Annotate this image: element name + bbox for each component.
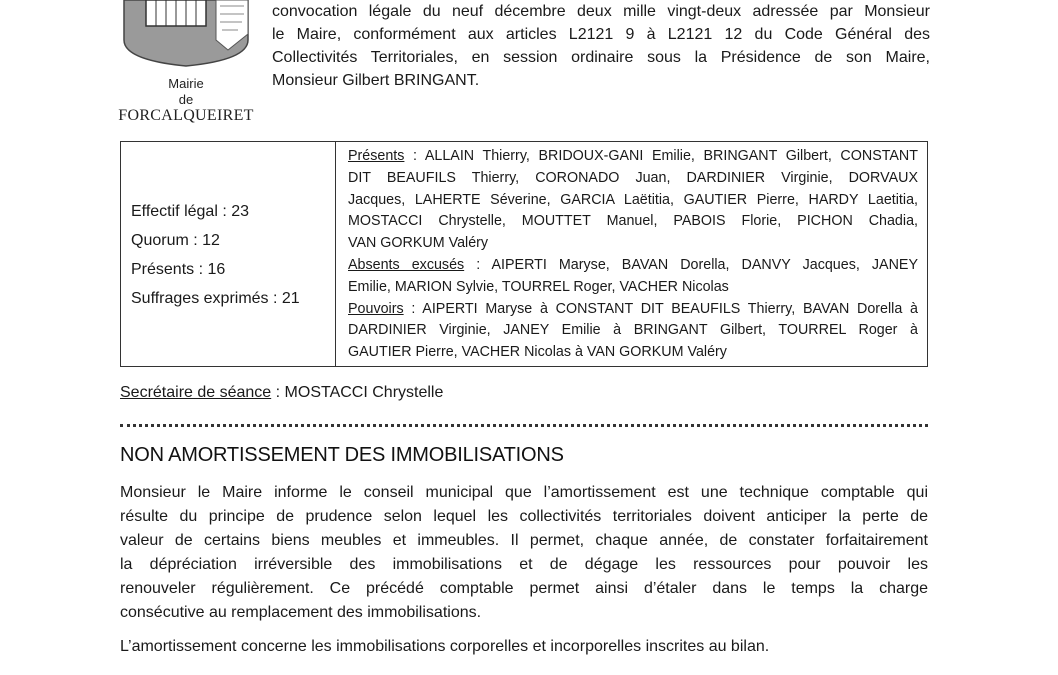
presents-line xyxy=(348,146,918,168)
attendance-names-cell xyxy=(348,146,918,364)
intro-line: Monsieur Gilbert BRINGANT. xyxy=(272,72,480,89)
section-paragraph-1 xyxy=(120,481,928,625)
absents-text: : AIPERTI Maryse, BAVAN Dorella, DANVY Jacques, JANEY xyxy=(464,256,918,273)
intro-line: le Maire, conformément aux articles L2121 9 à L2121 12 du Code Général des xyxy=(272,26,930,43)
secretaire-de-seance xyxy=(120,382,443,404)
presents-line: Jacques, LAHERTE Séverine, GARCIA Laëtitia, GAUTIER Pierre, HARDY Laetitia, xyxy=(348,191,918,208)
municipal-coat-of-arms-icon xyxy=(120,0,252,68)
secretaire-value: : MOSTACCI Chrystelle xyxy=(271,384,444,401)
town-name: FORCALQUEIRET xyxy=(118,107,254,124)
intro-line: convocation légale du neuf décembre deux mille vingt-deux adressée par Monsieur xyxy=(272,3,930,20)
municipal-header xyxy=(118,0,258,130)
secretaire-label: Secrétaire de séance xyxy=(120,384,272,401)
section-title: NON AMORTISSEMENT DES IMMOBILISATIONS xyxy=(120,444,564,466)
pouvoirs-line xyxy=(348,299,918,321)
presents-text: : ALLAIN Thierry, BRIDOUX-GANI Emilie, BRINGANT Gilbert, CONSTANT xyxy=(404,148,918,164)
intro-paragraph xyxy=(272,0,930,92)
pouvoirs-label: Pouvoirs xyxy=(348,300,404,317)
paragraph-line: valeur de certains biens meubles et immeubles. Il permet, chaque année, de constater forfaitairement xyxy=(120,532,928,549)
paragraph-line: renouveler régulièrement. Ce précédé comptable permet ainsi d’étaler dans le temps la charge xyxy=(120,580,928,597)
presents-line: MOSTACCI Chrystelle, MOUTTET Manuel, PABOIS Florie, PICHON Chadia, xyxy=(348,213,918,230)
paragraph-line: consécutive au remplacement des immobilisations. xyxy=(120,604,482,621)
paragraph-line: Monsieur le Maire informe le conseil municipal que l’amortissement est une technique comptable qui xyxy=(120,484,928,501)
paragraph-line: résulte du principe de prudence selon lequel les collectivités territoriales doivent anticiper la perte de xyxy=(120,508,928,525)
suffrages-exprimes: Suffrages exprimés : 21 xyxy=(131,290,300,307)
section-paragraph-2: L’amortissement concerne les immobilisations corporelles et incorporelles inscrites au bilan. xyxy=(120,638,770,655)
presents-count: Présents : 16 xyxy=(131,261,226,278)
pouvoirs-text: : AIPERTI Maryse à CONSTANT DIT BEAUFILS Thierry, BAVAN Dorella à xyxy=(403,300,918,317)
mairie-line2: de xyxy=(178,92,194,107)
attendance-table xyxy=(120,141,928,367)
absents-line xyxy=(348,255,918,277)
attendance-stats-cell xyxy=(121,142,336,366)
mairie-line1: Mairie xyxy=(168,76,204,91)
presents-line: VAN GORKUM Valéry xyxy=(348,235,489,252)
absents-line: Emilie, MARION Sylvie, TOURREL Roger, VACHER Nicolas xyxy=(348,278,729,295)
quorum: Quorum : 12 xyxy=(131,232,220,249)
presents-label: Présents xyxy=(348,148,405,164)
intro-line: Collectivités Territoriales, en session ordinaire sous la Présidence de son Maire, xyxy=(272,49,930,66)
effectif-legal: Effectif légal : 23 xyxy=(131,203,249,220)
section-divider xyxy=(120,424,928,427)
pouvoirs-line: GAUTIER Pierre, VACHER Nicolas à VAN GORKUM Valéry xyxy=(348,344,727,361)
paragraph-line: la dépréciation irréversible des immobilisations et de dégage les ressources pour pouvoir les xyxy=(120,556,928,573)
mairie-label xyxy=(118,76,254,124)
absents-label: Absents excusés xyxy=(348,256,465,273)
presents-line: DIT BEAUFILS Thierry, CORONADO Juan, DARDINIER Virginie, DORVAUX xyxy=(348,169,918,186)
pouvoirs-line: DARDINIER Virginie, JANEY Emilie à BRINGANT Gilbert, TOURREL Roger à xyxy=(348,322,918,339)
